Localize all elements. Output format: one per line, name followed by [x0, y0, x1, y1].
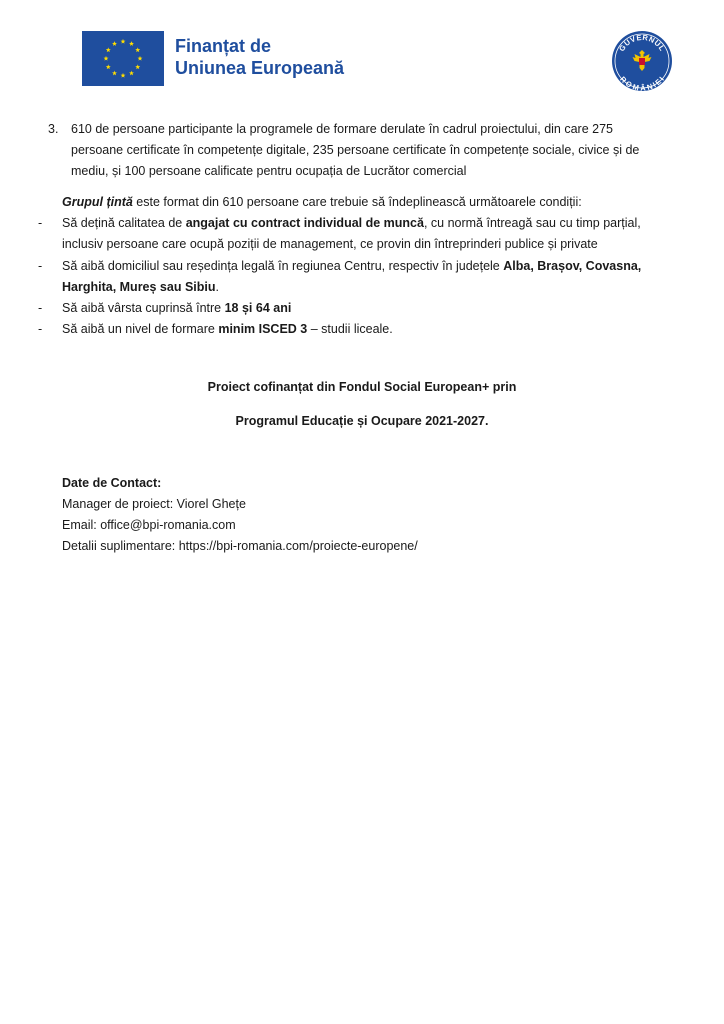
- bullet-dash: -: [38, 301, 43, 315]
- cofinance-line1: Proiect cofinanțat din Fondul Social European+ prin: [207, 380, 517, 394]
- government-seal-icon: [611, 30, 673, 92]
- bullet-4-post: – studii liceale.: [307, 322, 393, 336]
- bullet-4-pre: Să aibă un nivel de formare: [62, 322, 219, 336]
- contact-email[interactable]: Email: office@bpi-romania.com: [62, 518, 236, 532]
- eu-star-icon: [129, 71, 134, 76]
- eu-star-icon: [121, 73, 126, 78]
- item3-line3: mediu, și 100 persoane calificate pentru ocupația de Lucrător comercial: [71, 164, 467, 178]
- eu-star-icon: [129, 41, 134, 46]
- target-group-intro: [62, 192, 582, 213]
- bullet-3-bold: 18 și 64 ani: [224, 301, 292, 315]
- eu-star-icon: [112, 41, 117, 46]
- eu-star-icon: [135, 47, 140, 52]
- government-seal-logo: [611, 30, 673, 92]
- seal-bottom-text: ROMÂNIEI: [618, 74, 667, 92]
- bullet-2-bold: Alba, Brașov, Covasna,: [503, 259, 642, 273]
- bullet-2-pre: Să aibă domiciliul sau reședința legală în regiunea Centru, respectiv în județele: [62, 259, 504, 273]
- bullet-4: [62, 319, 393, 340]
- item3-line1: 610 de persoane participante la programele de formare derulate în cadrul proiectului, din care 275: [71, 122, 613, 136]
- bullet-3: [62, 298, 291, 319]
- bullet-1-post: , cu normă întreagă sau cu timp parțial,: [423, 216, 641, 230]
- bullet-2-line2: [62, 277, 219, 298]
- bullet-1-line1: [62, 213, 641, 234]
- eu-line2: Uniunea Europeană: [175, 58, 345, 78]
- eu-star-icon: [104, 56, 109, 61]
- bullet-dash: -: [38, 322, 43, 336]
- bullet-dash: -: [38, 259, 43, 273]
- bullet-1-bold: angajat cu contract individual de muncă: [185, 216, 424, 230]
- target-group-label: Grupul țintă: [62, 195, 133, 209]
- eu-flag-logo: [82, 31, 164, 86]
- cofinance-line2: Programul Educație și Ocupare 2021-2027.: [235, 414, 489, 428]
- bullet-2-counties: Harghita, Mureș sau Sibiu: [62, 280, 216, 294]
- bullet-4-bold: minim ISCED 3: [218, 322, 308, 336]
- eu-stars-icon: [82, 31, 164, 86]
- eu-star-icon: [138, 56, 143, 61]
- eu-line1: Finanțat de: [175, 36, 272, 56]
- bullet-3-pre: Să aibă vârsta cuprinsă între: [62, 301, 225, 315]
- eu-star-icon: [121, 39, 126, 44]
- seal-top-text: GUVERNUL: [617, 32, 668, 53]
- target-group-intro-text: este format din 610 persoane care trebuie să îndeplinească următoarele condiții:: [132, 195, 582, 209]
- contact-heading: Date de Contact:: [62, 476, 162, 490]
- eu-star-icon: [106, 64, 111, 69]
- bullet-dash: -: [38, 216, 43, 230]
- contact-manager: Manager de proiect: Viorel Ghețe: [62, 497, 246, 511]
- bullet-1-pre: Să dețină calitatea de: [62, 216, 186, 230]
- eu-star-icon: [112, 71, 117, 76]
- list-number: 3.: [48, 122, 59, 136]
- contact-details-link[interactable]: Detalii suplimentare: https://bpi-romania.com/proiecte-europene/: [62, 539, 418, 553]
- bullet-2-end: .: [215, 280, 219, 294]
- eu-star-icon: [106, 47, 111, 52]
- item3-line2: persoane certificate în competențe digitale, 235 persoane certificate în competențe sociale, civice și de: [71, 143, 640, 157]
- bullet-2-line1: [62, 256, 641, 277]
- bullet-1-line2: inclusiv persoane care ocupă poziții de management, ce provin din întreprinderi publice și private: [62, 237, 598, 251]
- eu-star-icon: [135, 64, 140, 69]
- eu-funding-text: [175, 35, 344, 79]
